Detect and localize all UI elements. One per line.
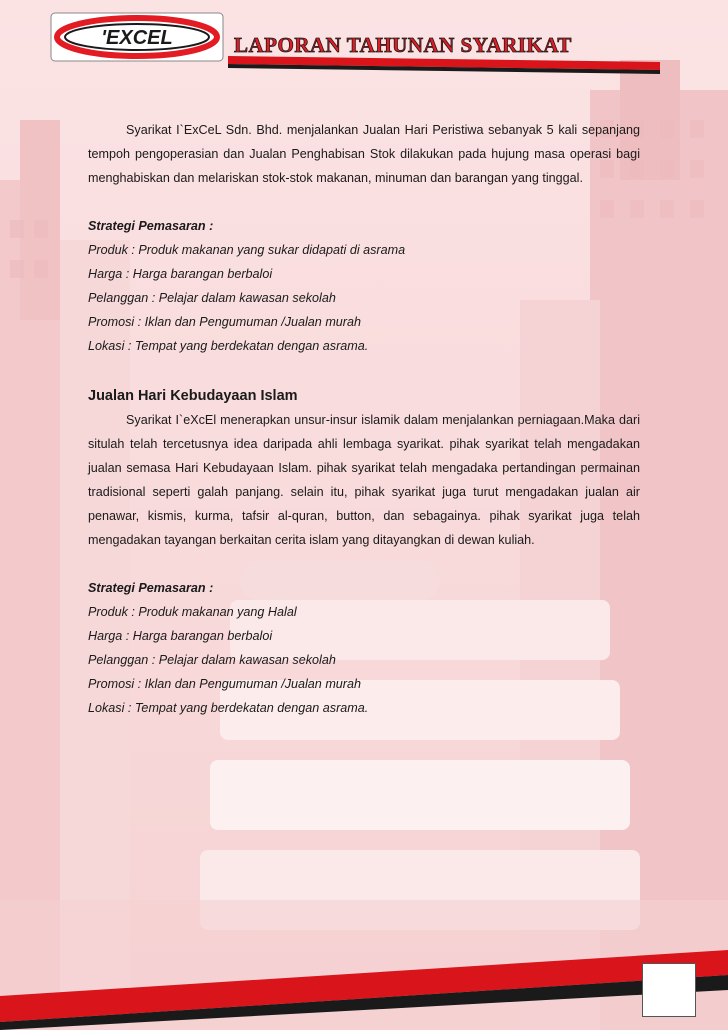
section2-strategy-item: Harga : Harga barangan berbaloi [88,629,273,643]
section1-strategy-heading: Strategi Pemasaran : [88,219,214,233]
report-content [88,118,640,720]
section2-strategy-item: Promosi : Iklan dan Pengumuman /Jualan murah [88,677,362,691]
section2-heading: Jualan Hari Kebudayaan Islam [88,388,298,404]
page-number-box [642,963,696,1017]
section1-strategy-item: Produk : Produk makanan yang sukar didapati di asrama [88,243,406,257]
section2-strategy-item: Lokasi : Tempat yang berdekatan dengan asrama. [88,701,369,715]
report-title: LAPORAN TAHUNAN SYARIKAT [234,33,572,57]
section2-strategy-item: Pelanggan : Pelajar dalam kawasan sekolah [88,653,336,667]
section1-strategy-item: Lokasi : Tempat yang berdekatan dengan asrama. [88,339,369,353]
section2-paragraph: Syarikat I`eXcEl menerapkan unsur-insur islamik dalam menjalankan perniagaan.Maka dari situlah telah tercetusnya idea daripada ahli lembaga syarikat. pihak syarikat telah mengadakan jualan semasa Hari Kebudayaan Islam. pihak syarikat telah mengadaka pertandingan permainan tradisional seperti galah panjang. selain itu, pihak syarikat juga turut mengadakan jualan air penawar, kismis, kurma, tafsir al-quran, button, dan sebagainya. pihak syarikat juga telah mengadakan tayangan berkaitan cerita islam yang ditayangkan di dewan kuliah. [88,413,640,547]
section1-strategy-item: Promosi : Iklan dan Pengumuman /Jualan murah [88,315,362,329]
logo-text: 'EXCEL [101,27,173,49]
company-logo [50,12,224,62]
report-title-banner [230,30,660,62]
section2-strategy-item: Produk : Produk makanan yang Halal [88,605,297,619]
section2-strategy-heading: Strategi Pemasaran : [88,581,214,595]
section1-paragraph: Syarikat I`ExCeL Sdn. Bhd. menjalankan Jualan Hari Peristiwa sebanyak 5 kali sepanjang tempoh pengoperasian dan Jualan Penghabisan Stok dilakukan pada hujung masa operasi bagi menghabiskan dan melariskan stok-stok makanan, minuman dan barangan yang tinggal. [88,123,640,185]
section1-strategy-item: Pelanggan : Pelajar dalam kawasan sekolah [88,291,336,305]
section1-strategy-item: Harga : Harga barangan berbaloi [88,267,273,281]
